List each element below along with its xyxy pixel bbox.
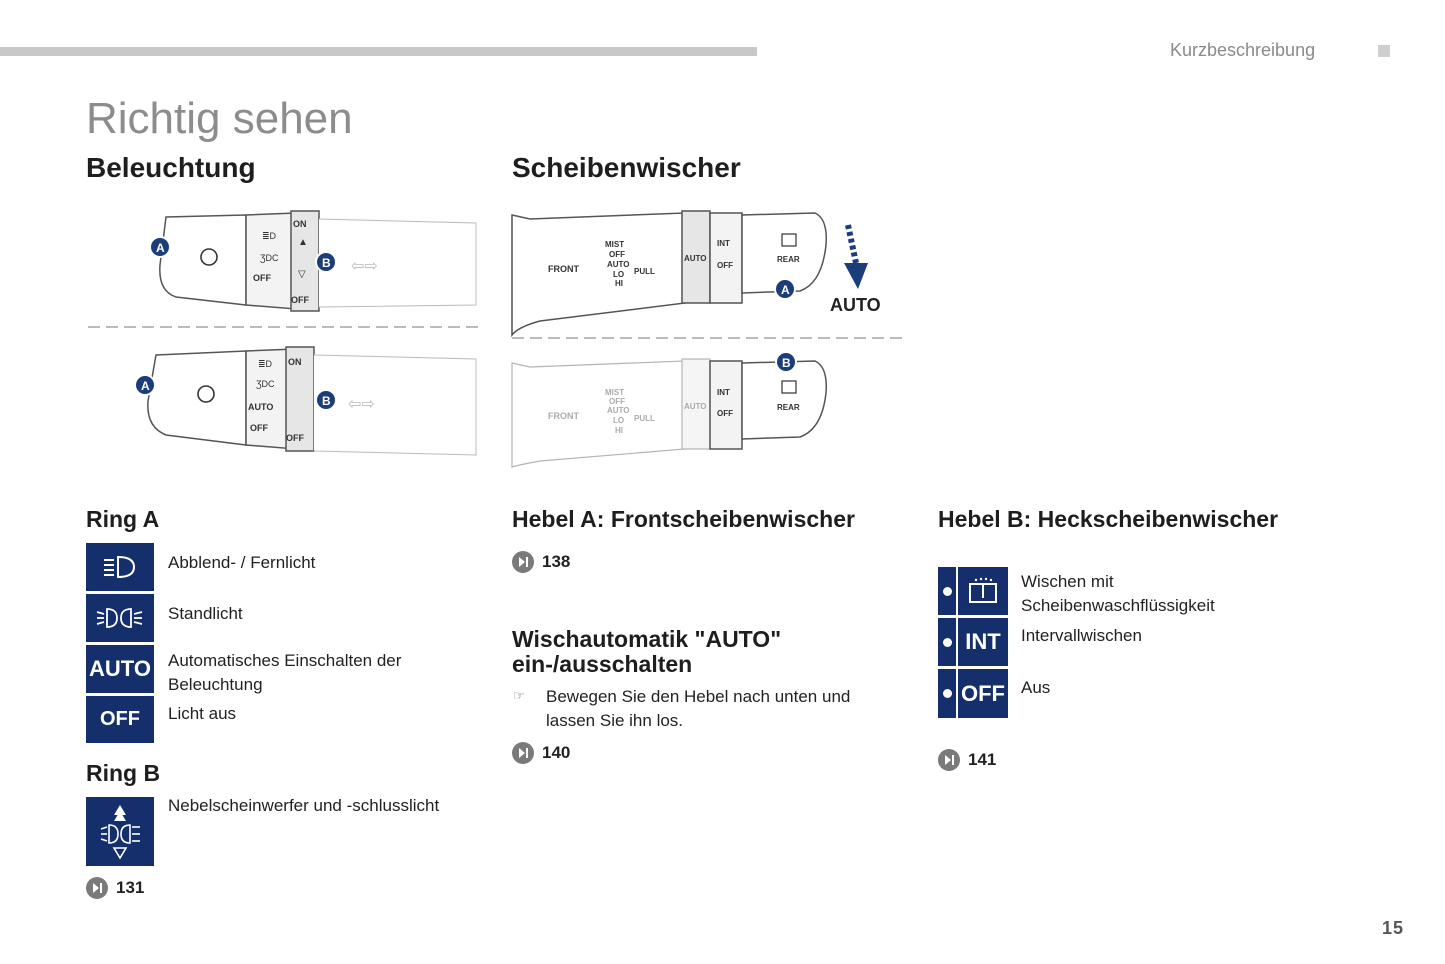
- svg-text:ƷDC: ƷDC: [260, 253, 279, 263]
- hand-pointer-icon: ☞: [513, 688, 525, 703]
- svg-text:PULL: PULL: [634, 267, 655, 276]
- ring-a-item-2-label: Standlicht: [168, 604, 243, 623]
- wipers-heading: Scheibenwischer: [512, 152, 741, 183]
- page-ref-131[interactable]: [86, 877, 144, 899]
- svg-text:⇦⇨: ⇦⇨: [351, 258, 378, 275]
- ring-a-item-3-label: Automatisches Einschalten der Beleuchtung: [168, 651, 402, 694]
- svg-text:AUTO: AUTO: [248, 402, 274, 412]
- svg-text:B: B: [322, 256, 331, 270]
- svg-text:ON: ON: [288, 357, 302, 367]
- svg-text:▲: ▲: [298, 237, 308, 248]
- svg-text:⇦⇨: ⇦⇨: [348, 396, 375, 413]
- svg-text:A: A: [141, 379, 150, 393]
- svg-text:AUTO: AUTO: [684, 254, 707, 263]
- lighting-stalk-illustration: [86, 205, 481, 470]
- svg-text:▽: ▽: [298, 269, 306, 280]
- svg-text:OFF: OFF: [717, 261, 733, 270]
- svg-text:ƷDC: ƷDC: [256, 379, 275, 389]
- svg-text:ON: ON: [293, 219, 307, 229]
- svg-text:A: A: [156, 241, 165, 255]
- page-ref-number: 138: [542, 552, 571, 571]
- svg-text:FRONT: FRONT: [548, 264, 579, 274]
- lighting-stalk-bottom: [135, 347, 476, 455]
- int-icon: INT: [958, 618, 1008, 666]
- svg-text:OFF: OFF: [609, 250, 625, 259]
- svg-text:OFF: OFF: [717, 409, 733, 418]
- wiper-stalk-bottom: [512, 359, 710, 467]
- lever-b-item-1-label: Wischen mit Scheibenwaschflüssigkeit: [1021, 572, 1215, 615]
- svg-text:AUTO: AUTO: [607, 406, 630, 415]
- svg-text:OFF: OFF: [291, 295, 309, 305]
- low-high-beam-icon: [86, 543, 154, 591]
- page-number: 15: [1382, 918, 1405, 938]
- section-label: Kurzbeschreibung: [1170, 40, 1316, 60]
- page-ref-140[interactable]: [512, 742, 570, 764]
- ring-b-heading: Ring B: [86, 760, 161, 786]
- page-ref-141[interactable]: [938, 749, 996, 771]
- svg-text:OFF: OFF: [250, 423, 268, 433]
- svg-text:REAR: REAR: [777, 255, 800, 264]
- svg-text:B: B: [782, 356, 791, 370]
- lever-b-item-3-label: Aus: [1021, 678, 1051, 697]
- svg-text:A: A: [781, 283, 790, 297]
- lighting-stalk-top: [150, 211, 476, 311]
- svg-text:LO: LO: [613, 270, 625, 279]
- svg-text:REAR: REAR: [777, 403, 800, 412]
- page-ref-number: 131: [116, 878, 145, 897]
- svg-text:INT: INT: [717, 239, 730, 248]
- ring-b-item-label: Nebelscheinwerfer und -schlusslicht: [168, 796, 440, 815]
- lever-a-heading: Hebel A: Frontscheibenwischer: [512, 506, 855, 532]
- lever-b-dot: [938, 669, 956, 718]
- svg-text:B: B: [322, 394, 331, 408]
- svg-text:FRONT: FRONT: [548, 411, 579, 421]
- svg-text:HI: HI: [615, 279, 623, 288]
- svg-text:≣D: ≣D: [258, 359, 273, 369]
- side-light-icon: [86, 594, 154, 642]
- page-ref-icon: [86, 877, 108, 899]
- page-ref-icon: [512, 551, 534, 573]
- ring-a-item-1-label: Abblend- / Fernlicht: [168, 553, 316, 572]
- lever-b-heading: Hebel B: Heckscheibenwischer: [938, 506, 1279, 532]
- lever-b-dot: [938, 567, 956, 615]
- wiper-stalk-illustration: [510, 205, 905, 470]
- page-ref-icon: [938, 749, 960, 771]
- off-icon: OFF: [958, 669, 1008, 718]
- page-ref-number: 141: [968, 750, 997, 769]
- page-title: Richtig sehen: [86, 94, 353, 143]
- page-ref-138[interactable]: [512, 551, 570, 573]
- svg-text:OFF: OFF: [609, 397, 625, 406]
- svg-text:OFF: OFF: [286, 433, 304, 443]
- rear-wash-icon: [958, 567, 1008, 615]
- svg-text:≣D: ≣D: [262, 231, 277, 241]
- auto-mode-heading-line2: ein-/ausschalten: [512, 651, 693, 677]
- svg-text:INT: INT: [717, 388, 730, 397]
- svg-text:AUTO: AUTO: [830, 295, 881, 315]
- header-bar: [0, 47, 757, 56]
- lever-b-item-2-label: Intervallwischen: [1021, 626, 1142, 645]
- svg-text:AUTO: AUTO: [684, 402, 707, 411]
- fog-lights-icon: [86, 797, 154, 866]
- auto-icon: AUTO: [86, 645, 154, 693]
- svg-text:PULL: PULL: [634, 414, 655, 423]
- auto-mode-instruction: Bewegen Sie den Hebel nach unten und lassen Sie ihn los.: [546, 687, 851, 730]
- svg-text:OFF: OFF: [253, 273, 271, 283]
- lever-b-dot: [938, 618, 956, 666]
- off-icon: OFF: [86, 696, 154, 743]
- page-ref-number: 140: [542, 743, 571, 762]
- ring-a-item-4-label: Licht aus: [168, 704, 237, 723]
- svg-text:AUTO: AUTO: [607, 260, 630, 269]
- svg-text:MIST: MIST: [605, 240, 625, 249]
- corner-square: [1378, 45, 1390, 57]
- wiper-stalk-top: [512, 211, 881, 335]
- lighting-heading: Beleuchtung: [86, 152, 256, 183]
- wiper-stalk-bottom-end: [710, 352, 826, 449]
- auto-mode-heading-line1: Wischautomatik "AUTO": [512, 626, 782, 652]
- svg-text:MIST: MIST: [605, 388, 625, 397]
- svg-text:HI: HI: [615, 426, 623, 435]
- ring-a-heading: Ring A: [86, 506, 160, 532]
- svg-text:LO: LO: [613, 416, 625, 425]
- page-ref-icon: [512, 742, 534, 764]
